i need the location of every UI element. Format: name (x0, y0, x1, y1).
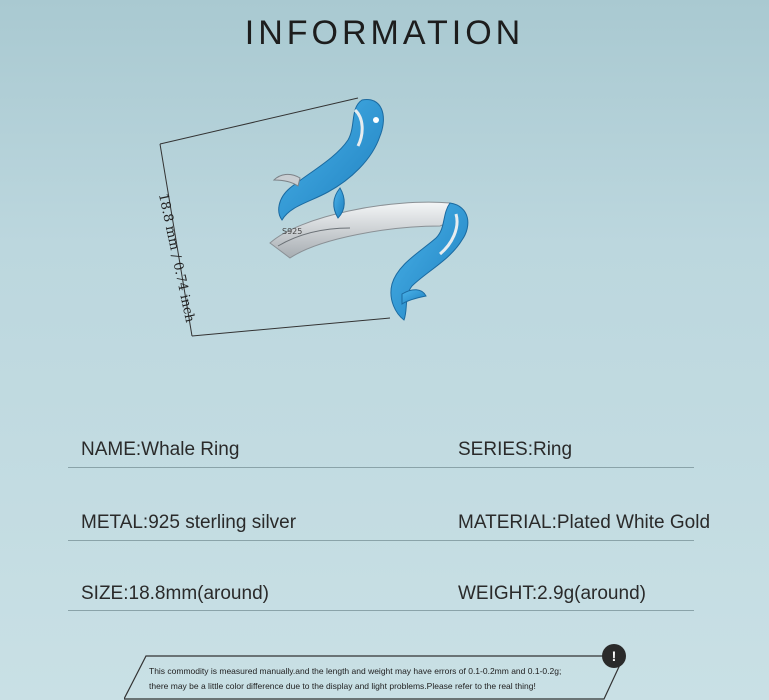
whale-tail (402, 290, 426, 304)
ring-engraving: S925 (282, 227, 303, 236)
page-title: INFORMATION (244, 14, 525, 52)
spec-size: SIZE:18.8mm(around) (81, 583, 269, 604)
dimension-line-top (160, 98, 358, 144)
dimension-line-bottom (192, 318, 390, 336)
measurement-notice (124, 648, 624, 696)
whale-fin-upper (274, 174, 300, 186)
spec-series: SERIES:Ring (458, 439, 573, 460)
divider (68, 467, 694, 468)
whale-ring-icon (150, 88, 490, 378)
divider (68, 540, 694, 541)
whale-eye-icon (373, 117, 379, 123)
whale-upper (279, 99, 384, 220)
notice-text (149, 664, 619, 694)
spec-weight: WEIGHT:2.9g(around) (458, 583, 646, 604)
ring-illustration (150, 88, 490, 378)
spec-material: MATERIAL:Plated White Gold (458, 512, 711, 533)
divider (68, 610, 694, 611)
spec-name: NAME:Whale Ring (81, 439, 240, 460)
exclamation-icon: ! (602, 644, 626, 668)
dimension-label: 18.8 mm / 0.74 inch (154, 192, 198, 324)
notice-line-1: This commodity is measured manually.and the length and weight may have errors of 0.1-0.2mm and 0.1-0.2g; (149, 666, 562, 676)
notice-line-2: there may be a little color difference due to the display and light problems.Please refer to the real thing! (149, 681, 536, 691)
spec-metal: METAL:925 sterling silver (81, 512, 297, 533)
